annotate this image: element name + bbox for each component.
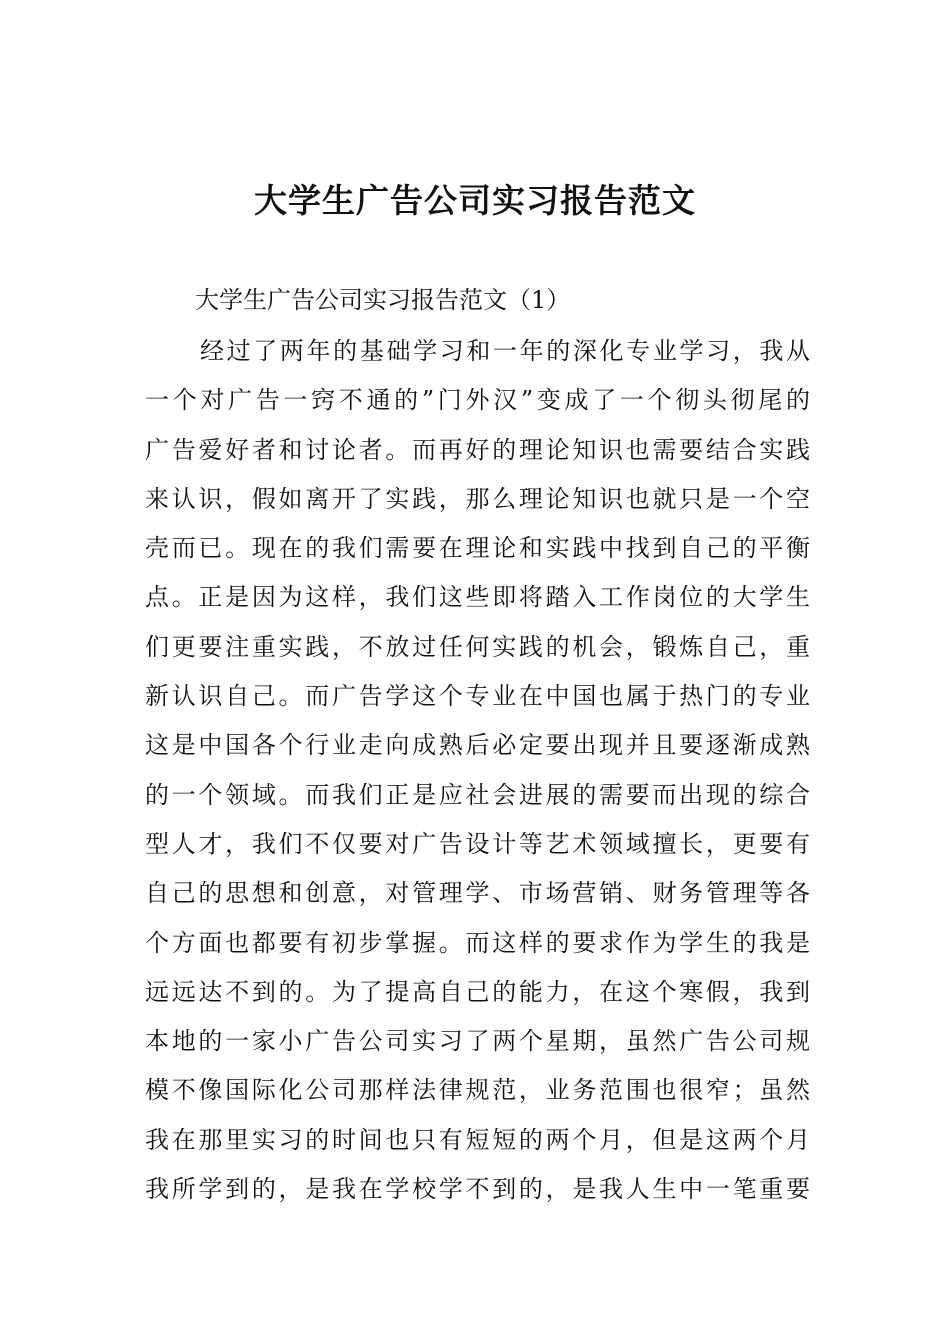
document-title: 大学生广告公司实习报告范文 [254,181,696,220]
text-line: 个方面也都要有初步掌握。而这样的要求作为学生的我是 [145,928,810,957]
text-line: 点。正是因为这样，我们这些即将踏入工作岗位的大学生 [145,583,810,612]
text-line: 我在那里实习的时间也只有短短的两个月，但是这两个月 [145,1125,810,1154]
section-heading: 大学生广告公司实习报告范文（1） [195,286,571,314]
text-line: 经过了两年的基础学习和一年的深化专业学习，我从 [200,337,810,365]
text-line: 我所学到的，是我在学校学不到的，是我人生中一笔重要 [145,1175,810,1204]
text-line: 来认识，假如离开了实践，那么理论知识也就只是一个空 [145,484,810,513]
text-line: 型人才，我们不仅要对广告设计等艺术领域擅长，更要有 [145,829,810,858]
text-line: 这是中国各个行业走向成熟后必定要出现并且要逐渐成熟 [145,731,810,760]
text-line: 模不像国际化公司那样法律规范，业务范围也很窄；虽然 [145,1076,810,1105]
text-line: 自己的思想和创意，对管理学、市场营销、财务管理等各 [145,879,810,908]
body-text [145,331,810,1218]
text-line: 广告爱好者和讨论者。而再好的理论知识也需要结合实践 [145,435,810,464]
text-line: 本地的一家小广告公司实习了两个星期，虽然广告公司规 [145,1027,810,1056]
text-line: 的一个领域。而我们正是应社会进展的需要而出现的综合 [145,780,810,809]
text-line: 远远达不到的。为了提高自己的能力，在这个寒假，我到 [145,977,810,1006]
text-line: 新认识自己。而广告学这个专业在中国也属于热门的专业 [145,682,810,711]
text-line: 一个对广告一窍不通的”门外汉”变成了一个彻头彻尾的 [145,386,810,415]
text-line: 壳而已。现在的我们需要在理论和实践中找到自己的平衡 [145,534,810,563]
text-line: 们更要注重实践，不放过任何实践的机会，锻炼自己，重 [145,632,810,661]
